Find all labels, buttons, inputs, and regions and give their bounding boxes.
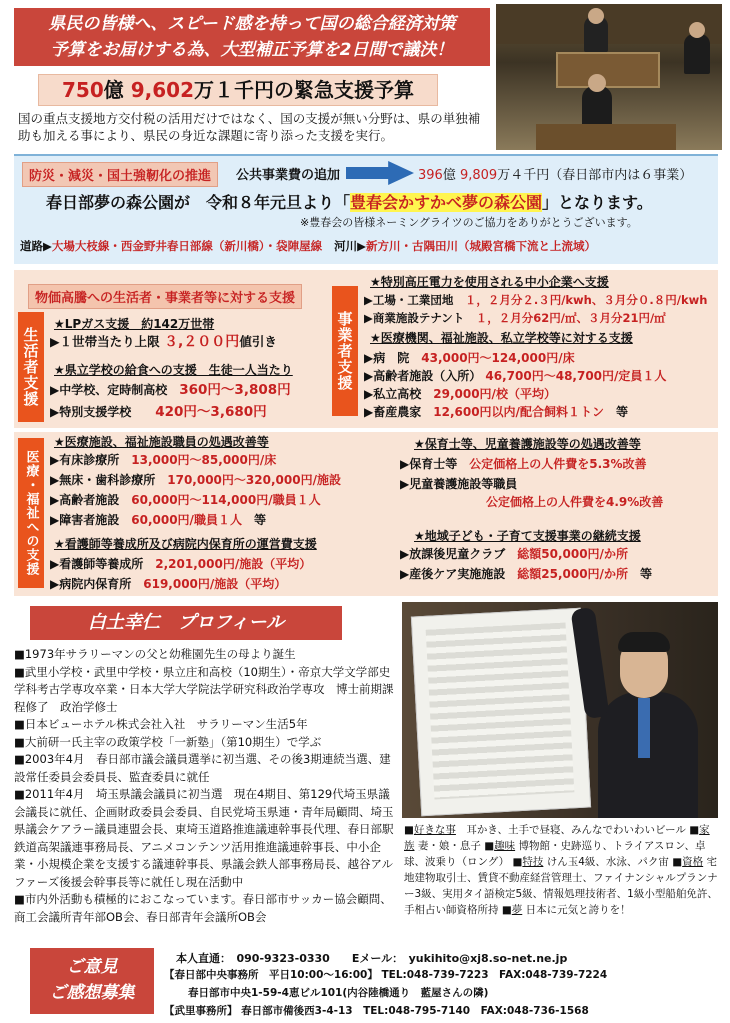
park-name: 豊春会かすかべ夢の森公園 <box>350 193 543 212</box>
school-lunch-line-2: ▶特別支援学校 420円〜3,680円 <box>50 404 267 420</box>
medical-line-3: ▶私立高校 29,000円/校（平均） <box>364 387 556 401</box>
headline-banner <box>14 8 490 66</box>
childcare-line-2: ▶児童養護施設等職員 <box>400 477 518 491</box>
intro-text: 国の重点支援地方交付税の活用だけではなく、国の支援が無い分野は、県の単独補助も加える事により、県民の身近な課題に寄り添った支援を実行。 <box>18 111 481 143</box>
nursing-line-1: ▶看護師等養成所 2,201,000円/施設（平均） <box>50 557 312 571</box>
disaster-label: 防災・減災・国土強靭化の推進 <box>22 162 218 187</box>
school-lunch-line-1: ▶中学校、定時制高校 360円〜3,808円 <box>50 382 291 398</box>
amount-part-2: 9,602 <box>130 78 194 102</box>
childcare-line-1: ▶保育士等 公定価格上の人件費を5.3%改善 <box>400 457 647 471</box>
welfare-line-3: ▶高齢者施設 60,000円〜114,000円/職員１人 <box>50 493 321 507</box>
medical-line-4: ▶畜産農家 12,600円以内/配合飼料１トン 等 <box>364 405 628 419</box>
profile-list <box>14 646 394 926</box>
kids-support-heading: ★地域子ども・子育て支援事業の継続支援 <box>414 529 641 543</box>
park-note: ※豊春会の皆様ネーミングライツのご協力をありがとうございます。 <box>300 216 638 229</box>
welfare-line-1: ▶有床診療所 13,000円〜85,000円/床 <box>50 453 277 467</box>
park-announcement: 春日部夢の森公園が 令和８年元旦より「豊春会かすかべ夢の森公園」となります。 <box>46 193 653 212</box>
nursing-line-2: ▶病院内保育所 619,000円/施設（平均） <box>50 577 287 591</box>
profile-item: ■1973年サラリーマンの父と幼稚園先生の母より誕生 <box>14 647 296 661</box>
price-relief-title: 物価高騰への生活者・事業者等に対する支援 <box>28 284 302 309</box>
contact-office-central: 【春日部中央事務所 平日10:00〜16:00】 TEL:048-739-7223 FAX:048-739-7224 <box>164 969 608 981</box>
profile-photo <box>402 602 718 818</box>
childcare-line-2-value: 公定価格上の人件費を4.9%改善 <box>486 495 664 509</box>
hobby-key-hobbies: ■趣味 <box>484 840 516 852</box>
high-voltage-line-1: ▶工場・工業団地 １，２月分２.３円/kwh、３月分０.８円/kwh <box>364 293 708 307</box>
welfare-section <box>14 432 718 596</box>
arrow-right-icon <box>346 161 414 185</box>
amount-unit-1: 億 <box>103 78 124 102</box>
contact-office-takesato: 【武里事務所】 春日部市備後西3-4-13 TEL:048-795-7140 FAX:048-736-1568 <box>164 1005 589 1017</box>
profile-item: ■日本ビューホテル株式会社入社 サラリーマン生活5年 <box>14 717 308 731</box>
medical-institutions-heading: ★医療機関、福祉施設、私立学校等に対する支援 <box>370 331 633 345</box>
feedback-banner: ご意見 ご感想募集 <box>30 948 154 1014</box>
disaster-prevention-section <box>14 154 718 264</box>
contact-office-central-address: 春日部市中央1-59-4恵ビル101(内谷陸橋通り 藍屋さんの隣) <box>188 987 489 999</box>
profile-item: ■2011年4月 埼玉県議会議員に初当選 現在4期目、第129代埼玉県議会議長に就任、企画財政委員会委員、自民党埼玉県連・青年局顧問、埼玉県議会ケアラー議員連盟会長、東埼玉道路推進議連幹事長代理、春日部駅鉄道高架議連事務局長、アニメコンテンツ活用推進議連幹事長、中小企業・小規模企業を支援する議連幹事長、県議会鉄人部事務局長、越谷アルファーズ後援会幹事長等に就任し現在活動中 <box>14 787 394 889</box>
price-relief-section <box>14 270 718 428</box>
amount-rest: 万１千円の緊急支援予算 <box>193 78 414 102</box>
welfare-staff-heading: ★医療施設、福祉施設職員の処遇改善等 <box>54 435 269 449</box>
profile-item: ■2003年4月 春日部市議会議員選挙に初当選、その後3期連続当選、建設常任委員会委員長、監査委員に就任 <box>14 752 391 784</box>
headline-line-2: 予算をお届けする為、大型補正予算を2日間で議決！ <box>50 40 454 60</box>
business-support-label: 事業者支援 <box>332 286 358 416</box>
nursing-school-heading: ★看護師等養成所及び病院内保育所の運営費支援 <box>54 537 317 551</box>
profile-title: 白土幸仁 プロフィール <box>30 606 342 640</box>
consumer-support-label: 生活者支援 <box>18 312 44 422</box>
welfare-line-4: ▶障害者施設 60,000円/職員１人 等 <box>50 513 266 527</box>
medical-line-2: ▶高齢者施設（入所） 46,700円〜48,700円/定員１人 <box>364 369 667 383</box>
hobby-key-licenses: ■資格 <box>672 856 704 868</box>
kids-line-1: ▶放課後児童クラブ 総額50,000円/か所 <box>400 547 628 561</box>
public-works-label: 公共事業費の追加 <box>236 168 341 183</box>
amount-part-1: 750 <box>62 78 104 102</box>
hobby-text: ■好きな事 耳かき、土手で昼寝、みんなでわいわいビール ■家族 妻・娘・息子 ■趣味 博物館・史跡巡り、トライアスロン、卓球、波乗り（ロング） ■特技 けん玉4級、水泳、パク宙 ■資格 宅地建物取引士、賃貸不動産経営管理士、ファイナンシャルプランナー3級、実用タイ語検定5級、情報処理技術者、1級小型船舶免許、手相占い師資格所持 ■夢 日本に元気と誇りを！ <box>404 824 718 916</box>
welfare-line-2: ▶無床・歯科診療所 170,000円〜320,000円/施設 <box>50 473 341 487</box>
medical-line-1: ▶病 院 43,000円〜124,000円/床 <box>364 351 575 365</box>
hobby-key-dream: ■夢 <box>501 904 523 916</box>
hobby-key-likes: ■好きな事 <box>404 824 456 836</box>
lp-gas-heading: ★LPガス支援 約142万世帯 <box>54 317 215 331</box>
roads-rivers-line: 道路▶大場大枝線・西金野井春日部線（新川橋）・袋陣屋線 河川▶新方川・古隅田川（城殿宮橋下流と上流域） <box>20 239 596 253</box>
assembly-photo <box>496 4 722 150</box>
emergency-budget-amount <box>38 74 438 106</box>
welfare-support-label: 医療・福祉への支援 <box>18 438 44 588</box>
school-lunch-heading: ★県立学校の給食への支援 生徒一人当たり <box>54 363 293 377</box>
public-works-amount: 396億 9,809万４千円（春日部市内は６事業） <box>418 168 693 183</box>
contact-direct[interactable]: 本人直通： 090-9323-0330 Eメール： yukihito@xj8.so-net.ne.jp <box>176 952 568 965</box>
childcare-heading: ★保育士等、児童養護施設等の処遇改善等 <box>414 437 641 451</box>
hobby-key-skills: ■特技 <box>512 856 544 868</box>
profile-item: ■市内外活動も積極的におこなっています。春日部市サッカー協会顧問、商工会議所青年部OB会、春日部青年会議所OB会 <box>14 892 392 924</box>
profile-item: ■武里小学校・武里中学校・県立庄和高校（10期生）・帝京大学文学部史学科考古学専攻卒業・日本大学大学院法学研究科政治学専攻 博士前期課程修了 政治学修士 <box>14 664 394 714</box>
profile-item: ■大前研一氏主宰の政策学校「一新塾」（第10期生）で学ぶ <box>14 734 322 749</box>
high-voltage-line-2: ▶商業施設テナント １，２月分62円/㎡、３月分21円/㎡ <box>364 311 666 325</box>
high-voltage-heading: ★特別高圧電力を使用される中小企業へ支援 <box>370 275 609 289</box>
kids-line-2: ▶産後ケア実施施設 総額25,000円/か所 等 <box>400 567 652 581</box>
hobby-key-family: ■家族 <box>404 824 710 852</box>
headline-line-1: 県民の皆様へ、スピード感を持って国の総合経済対策 <box>48 14 456 34</box>
lp-gas-line: ▶１世帯当たり上限 ３,２００円値引き <box>50 334 277 350</box>
